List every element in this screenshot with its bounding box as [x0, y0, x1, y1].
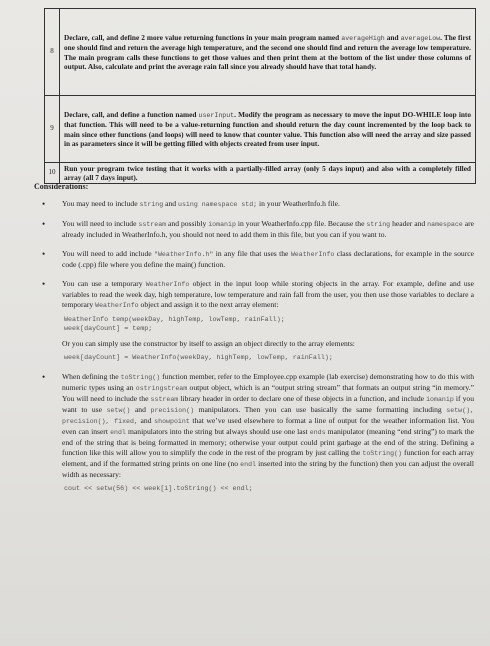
code-line: week[dayCount] = temp; [64, 325, 153, 333]
inline-code: toString() [362, 450, 402, 457]
text-run: function member, refer to the Employee.cpp example (lab exercise) demonstrating how to do this with numeric types using an [62, 372, 474, 392]
text-run: that we’ve used elsewhere to format a line of output for the weather information list. You even can insert [62, 416, 474, 436]
inline-code: averageHigh [341, 35, 385, 43]
inline-code: endl [240, 461, 256, 468]
considerations-list [34, 199, 474, 494]
item-text-continued: Or you can simply use the constructor by itself to assign an object directly to the array elements: [62, 339, 355, 348]
text-run: . The first one should find and return the average high temperature, and the second one should find and return the average low temperature. The main program calls these functions to get those values and then print them at the bottom of the list under those columns of output. Also, calculate and print the average rain fall since you already should have that total handy. [64, 33, 471, 71]
considerations-section [34, 182, 474, 503]
inline-code: iomanip [426, 396, 454, 403]
step-text [60, 9, 476, 96]
step-text [60, 163, 476, 184]
text-run: and [163, 199, 178, 208]
text-run: . Modify the program as necessary to move the input DO-WHILE loop into that function. This will need to be a value-returning function and should return the day count incremented by the loop back to main since other functions (and loops) will need to know that counter value. This function also will need the array and size passed in as parameters since it will be getting filled with objects created from user input. [64, 110, 471, 148]
text-run: in your WeatherInfo.cpp file. Because the [235, 219, 367, 228]
item-text [62, 372, 474, 480]
text-run: Declare, call, and define 2 more value returning functions in your main program named [64, 33, 342, 43]
text-run: manipulator (meaning “end string”) to mark the end of the string that is being formatted in memory; otherwise your output could print garbage at the end of the string. Defining a function like this will allow you to simplify the code in the rest of the program by just calling the [62, 427, 474, 457]
inline-code: precision() [150, 407, 195, 414]
text-run: and possibly [166, 219, 209, 228]
text-run: library header in order to declare one of these objects in a function, and include [178, 394, 427, 403]
inline-code: sstream [138, 221, 167, 228]
inline-code: string [366, 221, 391, 228]
text-run: class declarations, for example in the source code (.cpp) file where you define the main() function. [62, 249, 474, 269]
inline-code: WeatherInfo [290, 251, 335, 258]
considerations-heading: Considerations: [34, 182, 89, 191]
step-row [45, 9, 476, 96]
text-run: in your WeatherInfo.h file. [257, 199, 340, 208]
step-text [60, 96, 476, 163]
inline-code: iomanip [208, 221, 236, 228]
text-run: Run your program twice testing that it works with a partially-filled array (only 5 days input) and also with a completely filled array (all 7 days input). [64, 163, 471, 182]
step-row [45, 163, 476, 184]
text-run: Declare, call, and define a function named [64, 110, 199, 120]
text-run: inserted into the string by the function) then you can adjust the overall width as necessary: [62, 459, 474, 479]
inline-code: userInput [198, 112, 235, 120]
text-run: and [137, 416, 155, 425]
text-run: output object, which is an “output string stream” that formats an output string “in memory.” You will need to include the [62, 383, 474, 403]
item-text [62, 219, 474, 240]
text-run: object in the input loop while storing objects in the array. For example, define and use variables to read the week day, high temperature, low temperature and rain fall from the user, you then use those variables to declare a temporary [62, 279, 474, 309]
text-run: When defining the [62, 372, 121, 381]
list-item [62, 372, 474, 494]
list-item [62, 279, 474, 363]
text-run: You may need to include [62, 199, 140, 208]
code-block [62, 316, 474, 334]
text-run: You will need to include [62, 219, 139, 228]
code-line: WeatherInfo temp(weekDay, highTemp, lowTemp, rainFall); [64, 316, 285, 324]
text-run: and [384, 33, 401, 43]
inline-code: "WeatherInfo.h" [154, 251, 214, 258]
text-run: object and assign it to the next array element: [138, 300, 279, 309]
code-block [62, 354, 474, 363]
text-run: in any file that uses the [213, 249, 291, 258]
list-item [62, 249, 474, 270]
inline-code: toString() [120, 374, 161, 381]
inline-code: namespace [427, 221, 463, 228]
inline-code: setw(), precision(), fixed, [62, 407, 474, 425]
step-number: 9 [45, 96, 60, 163]
step-number: 10 [45, 163, 60, 184]
inline-code: WeatherInfo [145, 281, 190, 288]
inline-code: endl [110, 429, 126, 436]
step-row [45, 96, 476, 163]
text-run: You will need to add include [62, 249, 155, 258]
code-line: cout << setw(56) << week[i].toString() << endl; [64, 485, 253, 493]
step-number: 8 [45, 9, 60, 96]
steps-table [44, 8, 476, 184]
text-run: if you want to use [62, 394, 474, 414]
inline-code: string [139, 201, 164, 208]
item-text [62, 279, 474, 311]
list-item [62, 199, 474, 210]
inline-code: ends [309, 429, 326, 436]
inline-code: setw() [106, 407, 131, 414]
inline-code: averageLow [400, 35, 441, 43]
text-run: and [130, 405, 151, 414]
inline-code: sstream [150, 396, 179, 403]
code-line: week[dayCount] = WeatherInfo(weekDay, highTemp, lowTemp, rainFall); [64, 354, 333, 362]
text-run: manipulators. Then you can use basically the same formatting including [194, 405, 447, 414]
text-run: are already included in WeatherInfo.h, you should not need to add them in this file, but you can if you want to. [62, 219, 474, 239]
inline-code: showpoint [154, 418, 190, 425]
text-run: function for each array element, and if the formatted string prints on one line (no [62, 448, 474, 468]
inline-code: using namespace std; [178, 201, 258, 208]
item-text [62, 199, 474, 210]
code-block [62, 485, 474, 494]
item-text [62, 249, 474, 270]
list-item [62, 219, 474, 240]
text-run: You can use a temporary [62, 279, 146, 288]
text-run: manipulators into the string but always should use one last [125, 427, 310, 436]
text-run: header and [390, 219, 428, 228]
inline-code: ostringstream [135, 385, 188, 392]
inline-code: WeatherInfo [95, 302, 139, 309]
